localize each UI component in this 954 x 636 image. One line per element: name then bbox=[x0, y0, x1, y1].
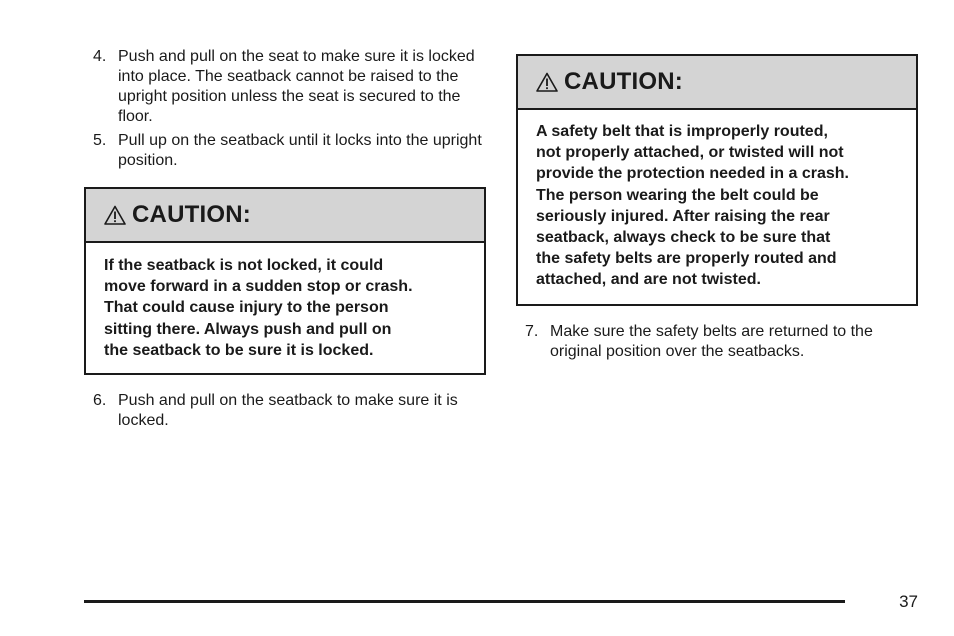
footer-rule bbox=[84, 600, 845, 603]
caution-body bbox=[518, 110, 916, 291]
caution-line: If the seatback is not locked, it could bbox=[104, 257, 384, 274]
step-5 bbox=[93, 131, 486, 171]
step-text: Push and pull on the seatback to make sure it is locked. bbox=[118, 392, 458, 429]
caution-box-safety-belt bbox=[516, 54, 918, 306]
caution-line: the safety belts are properly routed and bbox=[536, 250, 837, 268]
step-4 bbox=[93, 47, 486, 127]
caution-line: attached, and are not twisted. bbox=[536, 271, 761, 289]
step-6 bbox=[93, 391, 486, 431]
step-text: Pull up on the seatback until it locks into the upright position. bbox=[118, 132, 482, 169]
caution-line: move forward in a sudden stop or crash. bbox=[104, 278, 413, 296]
warning-triangle-icon bbox=[104, 205, 126, 225]
caution-line: sitting there. Always push and pull on bbox=[104, 320, 392, 338]
warning-triangle-icon bbox=[536, 72, 558, 92]
caution-line: That could cause injury to the person bbox=[104, 299, 389, 317]
step-number: 4. bbox=[93, 48, 107, 65]
caution-line: seriously injured. After raising the rear bbox=[536, 207, 830, 225]
step-number: 7. bbox=[525, 323, 539, 340]
caution-line: The person wearing the belt could be bbox=[536, 186, 819, 204]
step-number: 6. bbox=[93, 392, 107, 409]
step-number: 5. bbox=[93, 132, 107, 149]
caution-box-seatback bbox=[84, 187, 486, 375]
caution-line: provide the protection needed in a crash. bbox=[536, 165, 849, 183]
caution-body bbox=[86, 243, 484, 361]
step-text: Make sure the safety belts are returned to the original position over the seatbacks. bbox=[550, 323, 873, 360]
caution-line: seatback, always check to be sure that bbox=[536, 229, 831, 247]
caution-header bbox=[518, 56, 916, 110]
caution-header bbox=[86, 189, 484, 243]
caution-line: the seatback to be sure it is locked. bbox=[104, 341, 374, 359]
caution-line: A safety belt that is improperly routed, bbox=[536, 123, 828, 140]
caution-line: not properly attached, or twisted will not bbox=[536, 144, 844, 162]
step-text: Push and pull on the seat to make sure it is locked into place. The seatback cannot be raised to the upright position unless the seat is secured to the floor. bbox=[118, 48, 475, 125]
step-7 bbox=[525, 322, 917, 362]
page-number: 37 bbox=[899, 592, 918, 611]
caution-title: CAUTION: bbox=[132, 201, 251, 228]
caution-title: CAUTION: bbox=[564, 68, 683, 95]
